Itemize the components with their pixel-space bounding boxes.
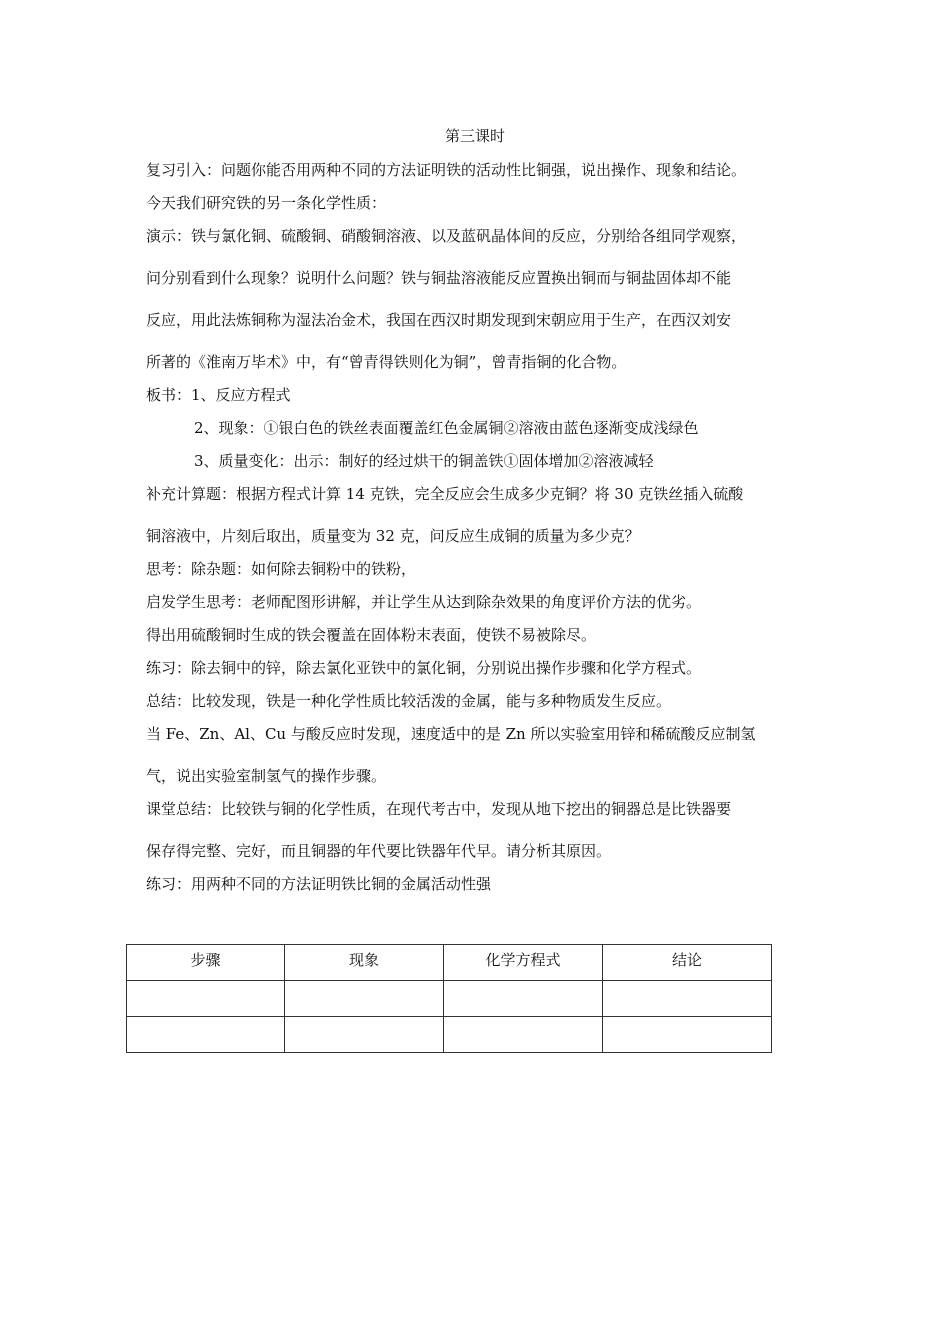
class-summary-line-2: 保存得完整、完好，而且铜器的年代要比铁器年代早。请分析其原因。 bbox=[146, 842, 612, 860]
demo-line-4: 所著的《淮南万毕术》中，有“曾青得铁则化为铜”，曾青指铜的化合物。 bbox=[146, 353, 627, 371]
table-cell bbox=[444, 981, 603, 1017]
table-row bbox=[127, 1017, 772, 1053]
table-cell bbox=[127, 1017, 285, 1053]
table-cell bbox=[127, 981, 285, 1017]
table-cell bbox=[603, 981, 772, 1017]
lesson-title: 第三课时 bbox=[444, 127, 505, 145]
conclusion-note: 得出用硫酸铜时生成的铁会覆盖在固体粉末表面，使铁不易被除尽。 bbox=[146, 626, 597, 644]
review-intro: 复习引入：问题你能否用两种不同的方法证明铁的活动性比铜强，说出操作、现象和结论。 bbox=[146, 161, 747, 179]
today-topic: 今天我们研究铁的另一条化学性质： bbox=[146, 194, 387, 212]
calc-problem-line-1: 补充计算题：根据方程式计算 14 克铁，完全反应会生成多少克铜？将 30 克铁丝插入硫酸 bbox=[146, 485, 744, 503]
board-item-1: 板书：1、反应方程式 bbox=[146, 386, 291, 404]
class-summary-line-1: 课堂总结：比较铁与铜的化学性质，在现代考古中，发现从地下挖出的铜器总是比铁器要 bbox=[146, 800, 732, 818]
table-row bbox=[127, 981, 772, 1017]
header-conclusion: 结论 bbox=[603, 945, 772, 981]
demo-line-1: 演示：铁与氯化铜、硫酸铜、硝酸铜溶液、以及蓝矾晶体间的反应，分别给各组同学观察， bbox=[146, 227, 747, 245]
summary-1: 总结：比较发现，铁是一种化学性质比较活泼的金属，能与多种物质发生反应。 bbox=[146, 692, 672, 710]
table-cell bbox=[285, 1017, 444, 1053]
exercise-table bbox=[126, 944, 772, 1053]
table-header-row bbox=[127, 945, 772, 981]
lesson-body bbox=[146, 160, 826, 894]
demo-line-3: 反应，用此法炼铜称为湿法冶金术，我国在西汉时期发现到宋朝应用于生产，在西汉刘安 bbox=[146, 311, 732, 329]
header-steps: 步骤 bbox=[127, 945, 285, 981]
think-question: 思考：除杂题：如何除去铜粉中的铁粉， bbox=[146, 560, 417, 578]
exercise-1: 练习：除去铜中的锌，除去氯化亚铁中的氯化铜，分别说出操作步骤和化学方程式。 bbox=[146, 659, 702, 677]
table-cell bbox=[444, 1017, 603, 1053]
exercise-2: 练习：用两种不同的方法证明铁比铜的金属活动性强 bbox=[146, 875, 492, 893]
table-cell bbox=[285, 981, 444, 1017]
board-item-2: 2、现象：①银白色的铁丝表面覆盖红色金属铜②溶液由蓝色逐渐变成浅绿色 bbox=[194, 419, 699, 437]
calc-problem-line-2: 铜溶液中，片刻后取出，质量变为 32 克，问反应生成铜的质量为多少克？ bbox=[146, 527, 640, 545]
hydrogen-line-2: 气，说出实验室制氢气的操作步骤。 bbox=[146, 767, 387, 785]
hydrogen-line-1: 当 Fe、Zn、Al、Cu 与酸反应时发现，速度适中的是 Zn 所以实验室用锌和稀硫酸反应制氢 bbox=[146, 725, 756, 743]
header-phenomenon: 现象 bbox=[285, 945, 444, 981]
table-cell bbox=[603, 1017, 772, 1053]
board-item-3: 3、质量变化：出示：制好的经过烘干的铜盖铁①固体增加②溶液减轻 bbox=[194, 452, 654, 470]
demo-line-2: 问分别看到什么现象？说明什么问题？铁与铜盐溶液能反应置换出铜而与铜盐固体却不能 bbox=[146, 269, 732, 287]
header-equation: 化学方程式 bbox=[444, 945, 603, 981]
guide-thinking: 启发学生思考：老师配图形讲解，并让学生从达到除杂效果的角度评价方法的优劣。 bbox=[146, 593, 702, 611]
